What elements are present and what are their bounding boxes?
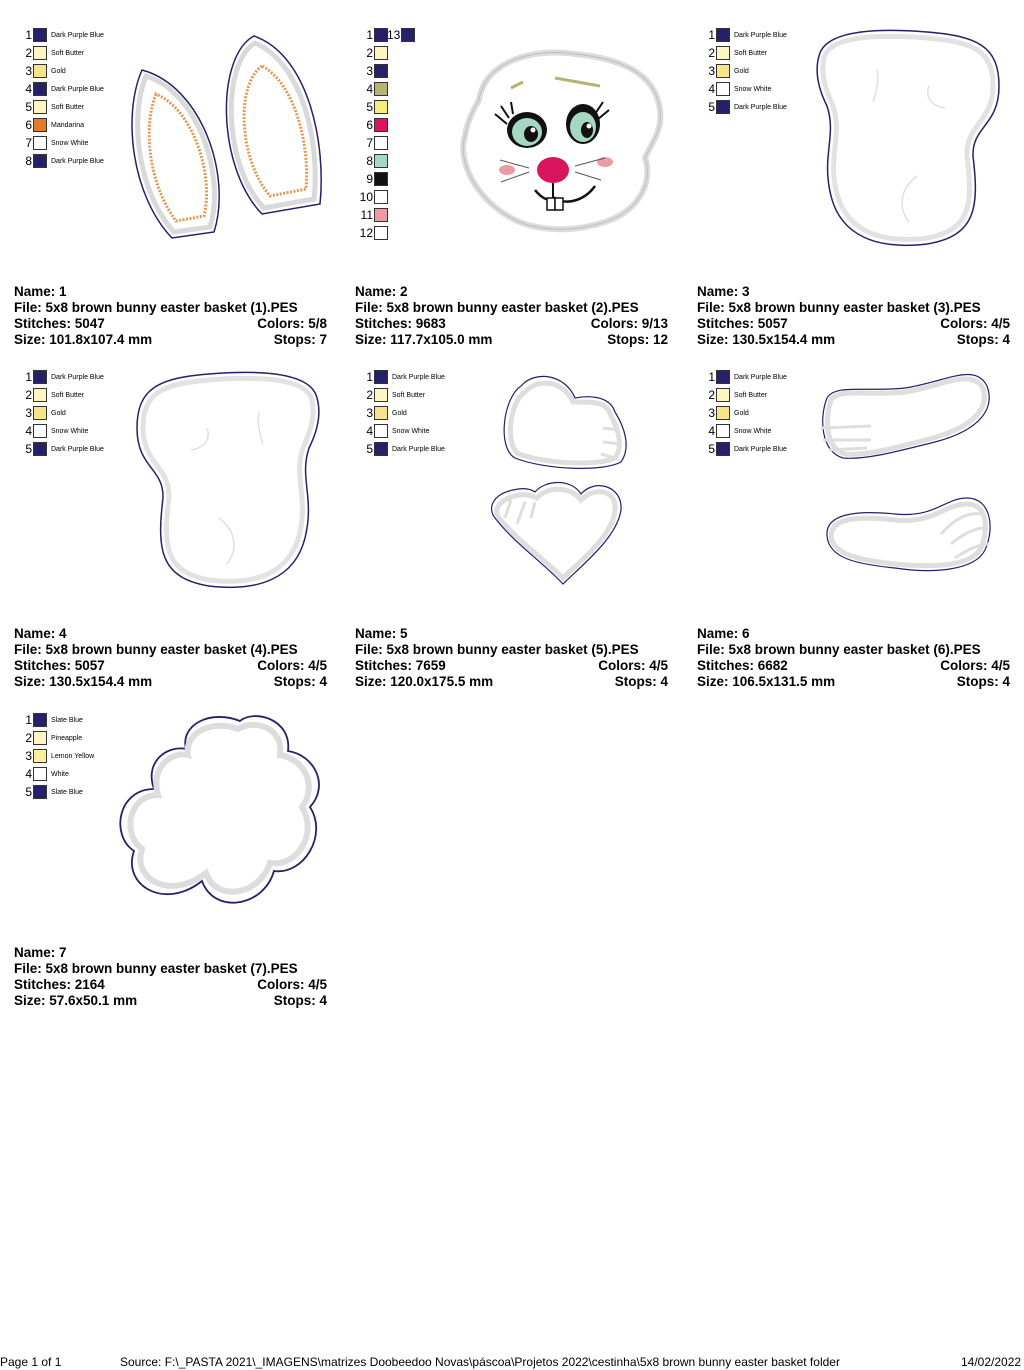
design-file: File: 5x8 brown bunny easter basket (7).PES [14,961,298,976]
thread-color-swatch [374,154,388,168]
extra-thread-swatch [401,28,415,42]
design-info [14,284,327,348]
thread-entry [14,783,94,801]
design-info [14,945,327,1009]
thread-color-swatch [33,118,47,132]
thread-color-swatch [33,136,47,150]
thread-number: 5 [366,442,373,456]
page-number: Page 1 of 1 [0,1355,62,1369]
thread-color-swatch [33,785,47,799]
design-card-3 [697,26,1012,347]
thread-number: 2 [708,388,715,402]
design-info [355,284,668,348]
thread-name: Soft Butter [734,49,768,57]
thread-entry [14,134,104,152]
thread-entry [14,404,104,422]
thread-number: 1 [25,713,32,727]
design-stops: Stops: 7 [273,332,327,347]
thread-entry [697,440,787,458]
thread-entry [697,368,787,386]
design-info [14,626,327,690]
thread-color-swatch [716,388,730,402]
thread-name: Slate Blue [51,788,83,796]
thread-entry [14,422,104,440]
thread-name: Dark Purple Blue [51,445,104,453]
design-file: File: 5x8 brown bunny easter basket (4).PES [14,642,298,657]
extra-thread-number: 13 [387,28,401,42]
thread-entry [14,440,104,458]
thread-number: 4 [708,82,715,96]
thread-legend [14,368,104,458]
thread-number: 12 [359,226,373,240]
design-stitches: Stitches: 5057 [697,316,788,331]
design-info [697,626,1010,690]
thread-color-swatch [374,118,388,132]
thread-entry [14,368,104,386]
design-stops: Stops: 12 [607,332,668,347]
design-colors: Colors: 4/5 [257,658,327,673]
thread-name: Snow White [51,139,89,147]
thread-entry [355,80,388,98]
thread-entry [14,747,94,765]
thread-entry [355,404,445,422]
thread-name: Gold [51,409,66,417]
design-card-6 [697,368,1012,689]
thread-number: 1 [366,370,373,384]
thread-name: Slate Blue [51,716,83,724]
thread-entry [14,26,104,44]
thread-number: 3 [708,64,715,78]
thread-name: Dark Purple Blue [51,31,104,39]
thread-name: Lemon Yellow [51,752,95,760]
design-stops: Stops: 4 [956,332,1010,347]
thread-color-swatch [716,406,730,420]
thread-number: 4 [366,424,373,438]
thread-number: 3 [25,749,32,763]
thread-number: 5 [25,785,32,799]
thread-legend [355,368,445,458]
thread-color-swatch [33,388,47,402]
design-colors: Colors: 4/5 [940,316,1010,331]
design-preview-paws [485,368,640,593]
thread-number: 1 [25,370,32,384]
thread-name: Soft Butter [51,391,85,399]
design-card-7 [14,711,329,1016]
design-colors: Colors: 5/8 [257,316,327,331]
thread-legend [355,26,388,242]
thread-number: 4 [25,424,32,438]
thread-color-swatch [33,424,47,438]
design-name: Name: 3 [697,284,750,299]
thread-color-swatch [374,64,388,78]
design-stitches: Stitches: 6682 [697,658,788,673]
thread-number: 5 [366,100,373,114]
thread-name: Soft Butter [734,391,768,399]
thread-color-swatch [33,713,47,727]
thread-color-swatch [716,28,730,42]
thread-entry [14,711,94,729]
extra-thread-entry [355,26,415,44]
design-size: Size: 120.0x175.5 mm [355,674,494,689]
thread-number: 4 [366,82,373,96]
thread-number: 7 [366,136,373,150]
thread-color-swatch [33,406,47,420]
thread-color-swatch [374,388,388,402]
thread-entry [14,62,104,80]
thread-color-swatch [374,424,388,438]
thread-number: 1 [708,370,715,384]
thread-color-swatch [374,46,388,60]
thread-name: Gold [734,67,749,75]
thread-entry [697,26,787,44]
thread-number: 4 [708,424,715,438]
thread-entry [14,44,104,62]
design-size: Size: 117.7x105.0 mm [355,332,493,347]
design-colors: Colors: 9/13 [590,316,668,331]
thread-name: Snow White [392,427,430,435]
thread-color-swatch [374,190,388,204]
thread-entry [14,116,104,134]
design-stops: Stops: 4 [273,674,327,689]
thread-name: Soft Butter [51,103,85,111]
design-stitches: Stitches: 5047 [14,316,105,331]
design-stops: Stops: 4 [273,993,327,1008]
thread-color-swatch [374,226,388,240]
design-size: Size: 57.6x50.1 mm [14,993,138,1008]
design-preview-body [807,26,1012,251]
thread-number: 11 [360,208,373,222]
thread-entry [697,386,787,404]
thread-entry [355,440,445,458]
thread-color-swatch [716,442,730,456]
design-stitches: Stitches: 9683 [355,316,446,331]
thread-number: 2 [366,388,373,402]
thread-color-swatch [374,406,388,420]
thread-name: Snow White [734,85,772,93]
thread-legend [697,368,787,458]
design-stitches: Stitches: 5057 [14,658,105,673]
source-path: Source: F:\_PASTA 2021\_IMAGENS\matrizes Doobeedoo Novas\páscoa\Projetos 2022\cestinha\5x8 brown bunny easter basket folder [120,1355,840,1369]
thread-entry [697,422,787,440]
thread-name: Snow White [51,427,89,435]
thread-color-swatch [33,100,47,114]
design-colors: Colors: 4/5 [940,658,1010,673]
thread-entry [14,80,104,98]
thread-color-swatch [716,46,730,60]
thread-number: 10 [359,190,373,204]
thread-entry [697,98,787,116]
design-name: Name: 1 [14,284,67,299]
design-card-2 [355,26,670,347]
design-info [697,284,1010,348]
thread-number: 5 [25,442,32,456]
thread-entry [355,44,388,62]
thread-name: White [51,770,69,778]
thread-entry [355,422,445,440]
design-file: File: 5x8 brown bunny easter basket (3).PES [697,300,981,315]
thread-entry [355,386,445,404]
thread-name: Pineapple [51,734,83,742]
thread-name: Dark Purple Blue [51,157,104,165]
thread-entry [697,80,787,98]
design-colors: Colors: 4/5 [257,977,327,992]
thread-color-swatch [716,100,730,114]
design-colors: Colors: 4/5 [598,658,668,673]
thread-number: 7 [25,136,32,150]
design-file: File: 5x8 brown bunny easter basket (6).PES [697,642,981,657]
thread-color-swatch [33,46,47,60]
thread-number: 2 [25,46,32,60]
thread-number: 2 [25,731,32,745]
thread-name: Dark Purple Blue [392,445,445,453]
thread-number: 5 [708,100,715,114]
thread-number: 6 [25,118,32,132]
print-date: 14/02/2022 [961,1355,1022,1369]
thread-name: Dark Purple Blue [734,31,787,39]
thread-color-swatch [33,370,47,384]
thread-number: 6 [366,118,373,132]
thread-name: Dark Purple Blue [734,373,787,381]
thread-number: 4 [25,82,32,96]
thread-entry [355,134,388,152]
thread-legend [14,26,104,170]
thread-name: Gold [392,409,407,417]
design-stitches: Stitches: 7659 [355,658,446,673]
thread-name: Snow White [734,427,772,435]
thread-name: Mandarina [51,121,85,129]
thread-entry [14,98,104,116]
thread-number: 8 [25,154,32,168]
design-size: Size: 130.5x154.4 mm [14,674,153,689]
thread-color-swatch [374,82,388,96]
thread-name: Dark Purple Blue [734,103,787,111]
thread-color-swatch [374,370,388,384]
thread-number: 3 [25,406,32,420]
thread-color-swatch [33,64,47,78]
design-size: Size: 106.5x131.5 mm [697,674,836,689]
thread-name: Dark Purple Blue [51,85,104,93]
thread-color-swatch [374,136,388,150]
thread-number: 1 [366,28,373,42]
thread-color-swatch [374,442,388,456]
thread-entry [14,765,94,783]
thread-name: Gold [734,409,749,417]
thread-entry [14,386,104,404]
design-card-5 [355,368,670,689]
thread-name: Dark Purple Blue [734,445,787,453]
thread-color-swatch [716,370,730,384]
thread-entry [14,152,104,170]
thread-name: Dark Purple Blue [392,373,445,381]
thread-color-swatch [33,82,47,96]
design-name: Name: 5 [355,626,408,641]
design-stops: Stops: 4 [614,674,668,689]
thread-color-swatch [374,100,388,114]
thread-entry [355,206,388,224]
design-card-4 [14,368,329,689]
thread-legend [14,711,94,801]
thread-number: 8 [366,154,373,168]
thread-color-swatch [374,208,388,222]
design-preview-feet [815,368,1000,593]
design-card-1 [14,26,329,347]
thread-number: 3 [366,406,373,420]
thread-color-swatch [374,172,388,186]
design-preview-body-mirrored [124,368,329,593]
thread-number: 5 [25,100,32,114]
thread-entry [697,62,787,80]
thread-entry [697,404,787,422]
thread-number: 4 [25,767,32,781]
thread-number: 1 [708,28,715,42]
thread-entry [14,729,94,747]
design-name: Name: 4 [14,626,67,641]
thread-number: 3 [366,64,373,78]
design-preview-face [455,40,670,240]
thread-name: Soft Butter [392,391,426,399]
design-stitches: Stitches: 2164 [14,977,105,992]
thread-number: 1 [25,28,32,42]
thread-entry [355,188,388,206]
design-size: Size: 101.8x107.4 mm [14,332,153,347]
thread-number: 2 [25,388,32,402]
thread-entry [355,170,388,188]
thread-name: Gold [51,67,66,75]
thread-entry [355,152,388,170]
thread-color-swatch [33,154,47,168]
design-size: Size: 130.5x154.4 mm [697,332,836,347]
thread-color-swatch [716,424,730,438]
thread-color-swatch [33,442,47,456]
thread-color-swatch [33,767,47,781]
thread-color-swatch [33,731,47,745]
thread-number: 5 [708,442,715,456]
thread-color-swatch [33,28,47,42]
thread-entry [355,98,388,116]
thread-entry [355,116,388,134]
thread-number: 2 [708,46,715,60]
design-file: File: 5x8 brown bunny easter basket (2).PES [355,300,639,315]
design-name: Name: 2 [355,284,408,299]
design-preview-ears [114,26,329,256]
design-name: Name: 7 [14,945,67,960]
thread-entry [697,44,787,62]
thread-entry [355,224,388,242]
thread-color-swatch [33,749,47,763]
design-file: File: 5x8 brown bunny easter basket (5).PES [355,642,639,657]
thread-number: 2 [366,46,373,60]
design-name: Name: 6 [697,626,750,641]
thread-entry [355,368,445,386]
design-info [355,626,668,690]
design-file: File: 5x8 brown bunny easter basket (1).PES [14,300,298,315]
design-preview-flower [114,711,329,921]
thread-legend [697,26,787,116]
thread-color-swatch [716,82,730,96]
thread-number: 3 [25,64,32,78]
thread-number: 9 [366,172,373,186]
thread-number: 3 [708,406,715,420]
thread-entry [355,62,388,80]
thread-name: Soft Butter [51,49,85,57]
thread-name: Dark Purple Blue [51,373,104,381]
thread-color-swatch [716,64,730,78]
design-stops: Stops: 4 [956,674,1010,689]
